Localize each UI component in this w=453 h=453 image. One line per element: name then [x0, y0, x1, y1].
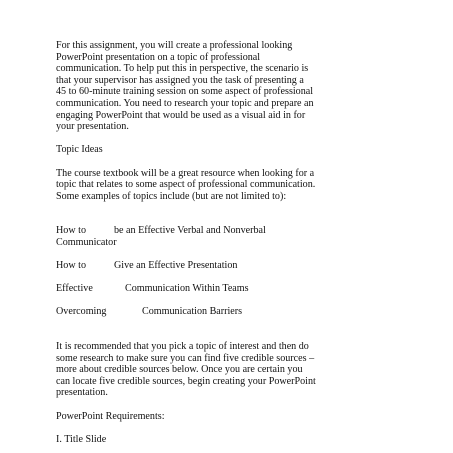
topic-item — [56, 306, 416, 318]
text-line: 45 to 60-minute training session on some aspect of professional — [56, 86, 314, 98]
recommendation-paragraph — [56, 341, 416, 399]
text-line: PowerPoint presentation on a topic of professional — [56, 51, 261, 63]
text-line: can locate five credible sources, begin creating your PowerPoint — [56, 375, 316, 387]
text-line: some research to make sure you can find five credible sources – — [56, 352, 315, 364]
text-line: more about credible sources below. Once you are certain you — [56, 364, 303, 376]
topic-rest: Communication Barriers — [142, 306, 243, 318]
topic-list — [56, 225, 416, 318]
topic-rest: Give an Effective Presentation — [114, 260, 238, 272]
text-line: presentation. — [56, 387, 108, 399]
topic-lead: Overcoming — [56, 306, 107, 318]
topic-item — [56, 283, 416, 295]
topic-lead: How to — [56, 225, 87, 237]
requirements-heading: PowerPoint Requirements: — [56, 410, 165, 422]
topic-rest: be an Effective Verbal and Nonverbal — [114, 225, 266, 237]
text-line: engaging PowerPoint that would be used as a visual aid in for — [56, 109, 306, 121]
document-page — [56, 40, 416, 445]
intro-paragraph — [56, 40, 416, 133]
text-line: communication. To help put this in perspective, the scenario is — [56, 63, 309, 75]
topic-lead: How to — [56, 260, 87, 272]
text-line: For this assignment, you will create a professional looking — [56, 40, 293, 51]
topic-item — [56, 225, 416, 237]
topic-continuation: Communicator — [56, 236, 117, 248]
topic-ideas-heading: Topic Ideas — [56, 144, 103, 156]
text-line: that your supervisor has assigned you the task of presenting a — [56, 74, 304, 86]
text-line: The course textbook will be a great resource when looking for a — [56, 167, 315, 179]
text-line: It is recommended that you pick a topic of interest and then do — [56, 341, 309, 353]
topic-item — [56, 260, 416, 272]
text-line: your presentation. — [56, 121, 129, 133]
text-line: communication. You need to research your topic and prepare an — [56, 97, 314, 109]
requirement-item: I. Title Slide — [56, 433, 107, 445]
topic-rest: Communication Within Teams — [125, 283, 249, 295]
text-line: topic that relates to some aspect of professional communication. — [56, 179, 316, 191]
text-line: Some examples of topics include (but are not limited to): — [56, 190, 287, 202]
topic-lead: Effective — [56, 283, 93, 295]
topic-intro-paragraph — [56, 168, 416, 203]
